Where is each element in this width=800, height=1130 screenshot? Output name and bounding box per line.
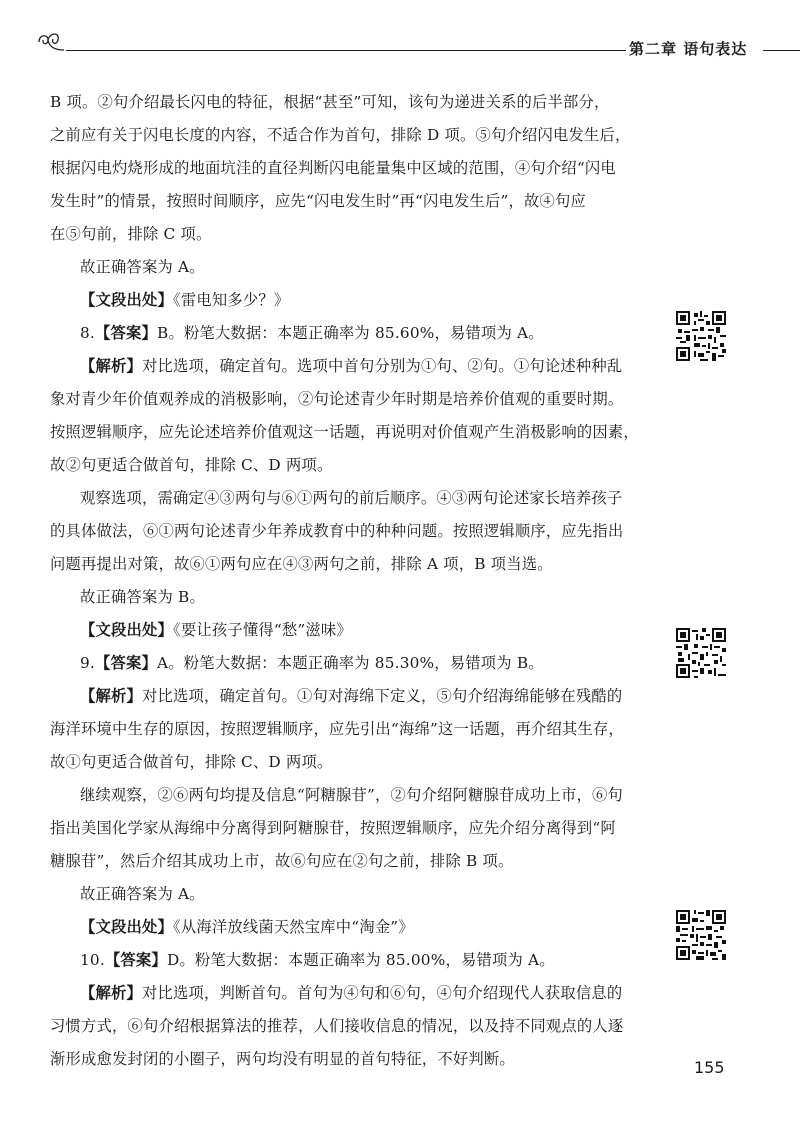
source-line — [80, 917, 680, 937]
analysis-label: 【解析】 — [80, 357, 142, 375]
analysis-text: 对比选项，判断首句。首句为④句和⑥句，④句介绍现代人获取信息的 — [142, 984, 623, 1002]
answer-text: A。粉笔大数据：本题正确率为 85.30%，易错项为 B。 — [157, 654, 544, 672]
text-line: 渐形成愈发封闭的小圈子，两句均没有明显的首句特征，不好判断。 — [50, 1050, 515, 1068]
source-line — [80, 290, 680, 310]
conclusion-line: 故正确答案为 B。 — [80, 588, 205, 606]
source-line — [80, 620, 680, 640]
question-9-answer-line — [80, 653, 680, 673]
question-10-answer-line — [80, 950, 680, 970]
analysis-line — [80, 686, 680, 706]
text-line: 指出美国化学家从海绵中分离得到阿糖腺苷，按照逻辑顺序，应先介绍分离得到“阿 — [50, 819, 616, 837]
source-title: 《雷电知多少？》 — [172, 291, 290, 309]
analysis-line — [80, 356, 680, 376]
text-line: 的具体做法，⑥①两句论述青少年养成教育中的种种问题。按照逻辑顺序，应先指出 — [50, 522, 624, 540]
text-line: 象对青少年价值观养成的消极影响，②句论述青少年时期是培养价值观的重要时期。 — [50, 390, 624, 408]
text-line: 之前应有关于闪电长度的内容，不适合作为首句，排除 D 项。⑤句介绍闪电发生后， — [50, 126, 631, 144]
text-line: 糖腺苷”，然后介绍其成功上市，故⑥句应在②句之前，排除 B 项。 — [50, 852, 514, 870]
qr-code-icon[interactable] — [676, 628, 726, 678]
qr-code-icon[interactable] — [676, 910, 726, 960]
page-number: 155 — [694, 1058, 725, 1077]
conclusion-line: 故正确答案为 A。 — [80, 258, 205, 276]
analysis-text: 对比选项，确定首句。①句对海绵下定义，⑤句介绍海绵能够在残酷的 — [142, 687, 623, 705]
source-title: 《从海洋放线菌天然宝库中“淘金”》 — [172, 918, 414, 936]
header-rule-left — [66, 50, 626, 51]
source-title: 《要让孩子懂得“愁”滋味》 — [172, 621, 352, 639]
answer-label: 【答案】 — [95, 654, 157, 672]
text-line: 继续观察，②⑥两句均提及信息“阿糖腺苷”，②句介绍阿糖腺苷成功上市，⑥句 — [80, 786, 623, 804]
analysis-line — [80, 983, 680, 1003]
text-line: 发生时”的情景，按照时间顺序，应先“闪电发生时”再“闪电发生后”，故④句应 — [50, 192, 587, 210]
chapter-title: 第二章 语句表达 — [629, 40, 748, 58]
decorative-swirl-icon — [36, 30, 66, 52]
text-line: 问题再提出对策，故⑥①两句应在④③两句之前，排除 A 项，B 项当选。 — [50, 555, 553, 573]
text-line: 故①句更适合做首句，排除 C、D 两项。 — [50, 753, 333, 771]
question-number: 9. — [80, 654, 95, 672]
text-line: 在⑤句前，排除 C 项。 — [50, 225, 212, 243]
answer-text: B。粉笔大数据：本题正确率为 85.60%，易错项为 A。 — [157, 324, 544, 342]
header-rule-right — [763, 50, 800, 51]
text-line: 根据闪电灼烧形成的地面坑洼的直径判断闪电能量集中区域的范围，④句介绍“闪电 — [50, 159, 616, 177]
question-number: 10. — [80, 951, 105, 969]
answer-label: 【答案】 — [104, 951, 167, 969]
conclusion-line: 故正确答案为 A。 — [80, 885, 205, 903]
text-line: 按照逻辑顺序，应先论述培养价值观这一话题，再说明对价值观产生消极影响的因素， — [50, 423, 639, 441]
question-number: 8. — [80, 324, 95, 342]
question-8-answer-line — [80, 323, 680, 343]
page-header — [36, 30, 796, 64]
analysis-text: 对比选项，确定首句。选项中首句分别为①句、②句。①句论述种种乱 — [142, 357, 623, 375]
source-label: 【文段出处】 — [80, 918, 173, 936]
qr-code-icon[interactable] — [676, 311, 726, 361]
text-line: 故②句更适合做首句，排除 C、D 两项。 — [50, 456, 333, 474]
source-label: 【文段出处】 — [80, 621, 173, 639]
text-line: 观察选项，需确定④③两句与⑥①两句的前后顺序。④③两句论述家长培养孩子 — [80, 489, 623, 507]
text-line: B 项。②句介绍最长闪电的特征，根据“甚至”可知，该句为递进关系的后半部分， — [50, 93, 610, 111]
answer-text: D。粉笔大数据：本题正确率为 85.00%，易错项为 A。 — [166, 951, 555, 969]
text-line: 海洋环境中生存的原因，按照逻辑顺序，应先引出“海绵”这一话题，再介绍其生存， — [50, 720, 624, 738]
text-line: 习惯方式，⑥句介绍根据算法的推荐，人们接收信息的情况，以及持不同观点的人逐 — [50, 1017, 624, 1035]
answer-label: 【答案】 — [95, 324, 157, 342]
source-label: 【文段出处】 — [80, 291, 173, 309]
analysis-label: 【解析】 — [80, 687, 142, 705]
analysis-label: 【解析】 — [80, 984, 142, 1002]
